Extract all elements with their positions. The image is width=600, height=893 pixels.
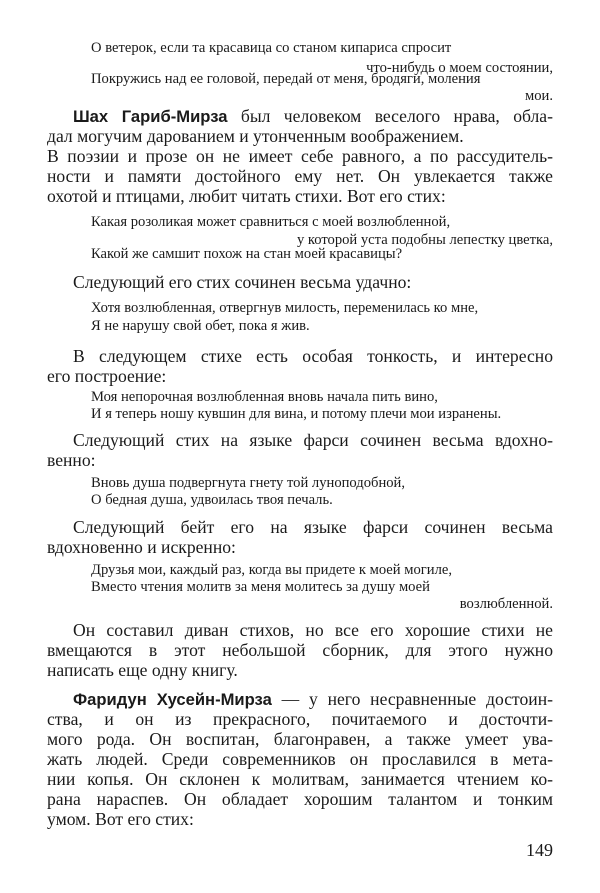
paragraph-line: охотой и птицами, любит читать стихи. Вот его стих: (47, 186, 446, 206)
verse-line: И я теперь ношу кувшин для вина, и потому плечи мои изранены. (91, 406, 502, 422)
verse-line: Моя непорочная возлюбленная вновь начала пить вино, (91, 389, 438, 405)
verse-line: возлюбленной. (459, 596, 553, 612)
paragraph-line: Он составил диван стихов, но все его хорошие стихи не (73, 620, 553, 640)
paragraph-line: венно: (47, 450, 96, 470)
paragraph-line: написать еще одну книгу. (47, 660, 238, 680)
verse-line: Покружись над ее головой, передай от меня, бродяги, моления (91, 71, 481, 87)
paragraph-line: Следующий стих на языке фарси сочинен весьма вдохно- (73, 430, 553, 450)
paragraph-line: умом. Вот его стих: (47, 809, 194, 829)
paragraph-line: В следующем стихе есть особая тонкость, и интересно (73, 346, 553, 366)
paragraph-line: Следующий бейт его на языке фарси сочинен весьма (73, 517, 553, 537)
paragraph-line: рана нараспев. Он обладает хорошим талантом и тонким (47, 789, 553, 809)
paragraph-line: Фаридун Хусейн-Мирза — у него несравненные достоин- (73, 689, 553, 709)
paragraph-line: жать людей. Среди современников он прославился в мета- (47, 749, 553, 769)
paragraph-line: ства, и он из прекрасного, почитаемого и досточти- (47, 709, 553, 729)
verse-line: Хотя возлюбленная, отвергнув милость, переменилась ко мне, (91, 300, 479, 316)
verse-line: у которой уста подобны лепестку цветка, (296, 232, 553, 248)
paragraph-line: дал могучим дарованием и утонченным воображением. (47, 126, 464, 146)
person-name: Фаридун Хусейн-Мирза (73, 690, 272, 709)
verse-line: Какая розоликая может сравниться с моей возлюбленной, (91, 214, 451, 230)
paragraph-line: Следующий его стих сочинен весьма удачно: (73, 272, 412, 292)
verse-line: Друзья мои, каждый раз, когда вы придете к моей могиле, (91, 562, 452, 578)
page-number: 149 (526, 840, 553, 860)
verse-line: Какой же самшит похож на стан моей красавицы? (91, 246, 403, 262)
paragraph-line: вмещаются в этот небольшой сборник, для этого нужно (47, 640, 553, 660)
paragraph-line: вдохновенно и искренно: (47, 537, 236, 557)
paragraph-line: Шах Гариб-Мирза был человеком веселого нрава, обла- (73, 106, 553, 126)
paragraph-line: В поэзии и прозе он не имеет себе равного, а по рассудитель- (47, 146, 553, 166)
paragraph-line: его построение: (47, 366, 167, 386)
verse-line: Вновь душа подвергнута гнету той луноподобной, (91, 475, 406, 491)
person-name: Шах Гариб-Мирза (73, 107, 228, 126)
paragraph-line: ности и памяти достойного ему нет. Он увлекается также (47, 166, 553, 186)
verse-line: О ветерок, если та красавица со станом кипариса спросит (91, 40, 452, 56)
verse-line: О бедная душа, удвоилась твоя печаль. (91, 492, 333, 508)
verse-line: что-нибудь о моем состоянии, (366, 60, 553, 76)
verse-line: мои. (525, 88, 553, 104)
verse-line: Я не нарушу свой обет, пока я жив. (91, 318, 310, 334)
paragraph-line: мого рода. Он воспитан, благонравен, а также умеет ува- (47, 729, 553, 749)
paragraph-line: нии копья. Он склонен к молитвам, занимается чтением ко- (47, 769, 553, 789)
verse-line: Вместо чтения молитв за меня молитесь за душу моей (91, 579, 430, 595)
